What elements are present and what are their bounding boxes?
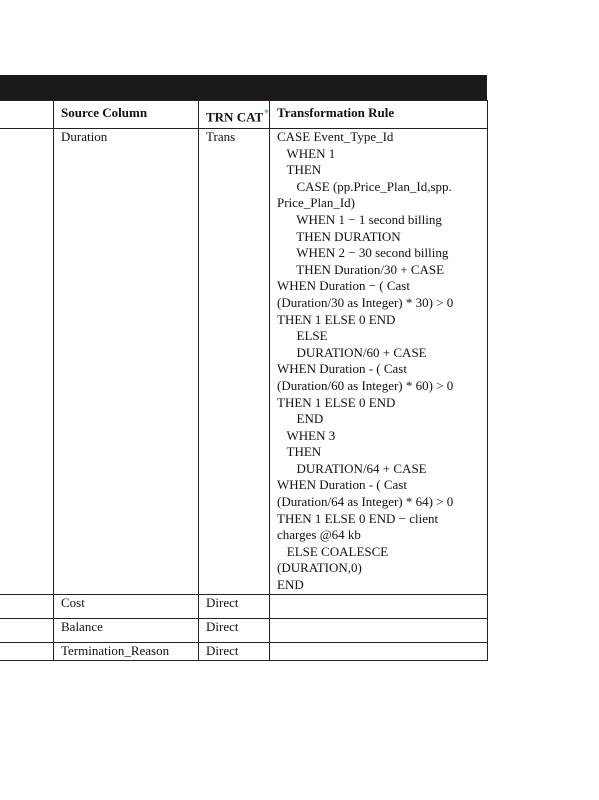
rule-line: WHEN Duration - ( Cast xyxy=(277,361,407,377)
rule-line: ELSE xyxy=(277,328,328,344)
footnote-marker: * xyxy=(264,108,269,118)
rule-line: (DURATION,0) xyxy=(277,560,362,576)
table-row xyxy=(0,129,488,595)
trn-cat-cell: Trans xyxy=(199,129,270,595)
header-source-column: Source Column xyxy=(54,101,199,129)
rule-line: CASE Event_Type_Id xyxy=(277,129,394,144)
rule-line: WHEN 1 xyxy=(277,145,336,161)
page-bottom-margin xyxy=(0,672,599,800)
rule-line: (Duration/30 as Integer) * 30) > 0 xyxy=(277,294,454,310)
transformation-rule-cell xyxy=(270,618,488,642)
rule-line: WHEN 1 − 1 second billing xyxy=(277,211,442,227)
source-column-cell: Duration xyxy=(54,129,199,595)
rule-line: THEN xyxy=(277,444,322,460)
rule-line: THEN DURATION xyxy=(277,228,401,244)
transformation-rule-cell xyxy=(270,129,488,595)
header-trn-cat-label: TRN CAT xyxy=(206,109,264,125)
table-row xyxy=(0,642,488,660)
blank-cell xyxy=(0,642,54,660)
table-header-row xyxy=(0,101,488,129)
source-column-cell: Termination_Reason xyxy=(54,642,199,660)
rule-line: THEN Duration/30 + CASE xyxy=(277,261,445,277)
header-trn-cat xyxy=(199,101,270,129)
rule-line: WHEN 3 xyxy=(277,427,336,443)
transformation-rule-cell xyxy=(270,594,488,618)
table-row xyxy=(0,594,488,618)
rule-line: CASE (pp.Price_Plan_Id,spp. xyxy=(277,178,452,194)
blank-cell xyxy=(0,594,54,618)
rule-line: WHEN 2 − 30 second billing xyxy=(277,245,449,261)
rule-line: END xyxy=(277,411,324,427)
blank-cell xyxy=(0,618,54,642)
source-column-cell: Balance xyxy=(54,618,199,642)
table-title-bar xyxy=(0,75,487,100)
trn-cat-cell: Direct xyxy=(199,594,270,618)
rule-line: THEN 1 ELSE 0 END xyxy=(277,394,396,410)
rule-line: END xyxy=(277,577,304,593)
transformation-rule-cell xyxy=(270,642,488,660)
header-transformation-rule: Transformation Rule xyxy=(270,101,488,129)
rule-line: DURATION/64 + CASE xyxy=(277,460,427,476)
trn-cat-cell: Direct xyxy=(199,618,270,642)
rule-line: THEN 1 ELSE 0 END − client xyxy=(277,510,439,526)
rule-line: (Duration/60 as Integer) * 60) > 0 xyxy=(277,377,454,393)
rule-line: (Duration/64 as Integer) * 64) > 0 xyxy=(277,494,454,510)
transformation-table xyxy=(0,100,488,661)
rule-line: DURATION/60 + CASE xyxy=(277,344,427,360)
trn-cat-cell: Direct xyxy=(199,642,270,660)
rule-line: THEN 1 ELSE 0 END xyxy=(277,311,396,327)
header-cell-blank xyxy=(0,101,54,129)
rule-line: Price_Plan_Id) xyxy=(277,195,355,211)
table-row xyxy=(0,618,488,642)
rule-line: WHEN Duration − ( Cast xyxy=(277,278,410,294)
rule-line: WHEN Duration - ( Cast xyxy=(277,477,407,493)
rule-line: THEN xyxy=(277,162,322,178)
rule-line: ELSE COALESCE xyxy=(277,543,389,559)
blank-cell xyxy=(0,129,54,595)
source-column-cell: Cost xyxy=(54,594,199,618)
rule-line: charges @64 kb xyxy=(277,527,361,543)
